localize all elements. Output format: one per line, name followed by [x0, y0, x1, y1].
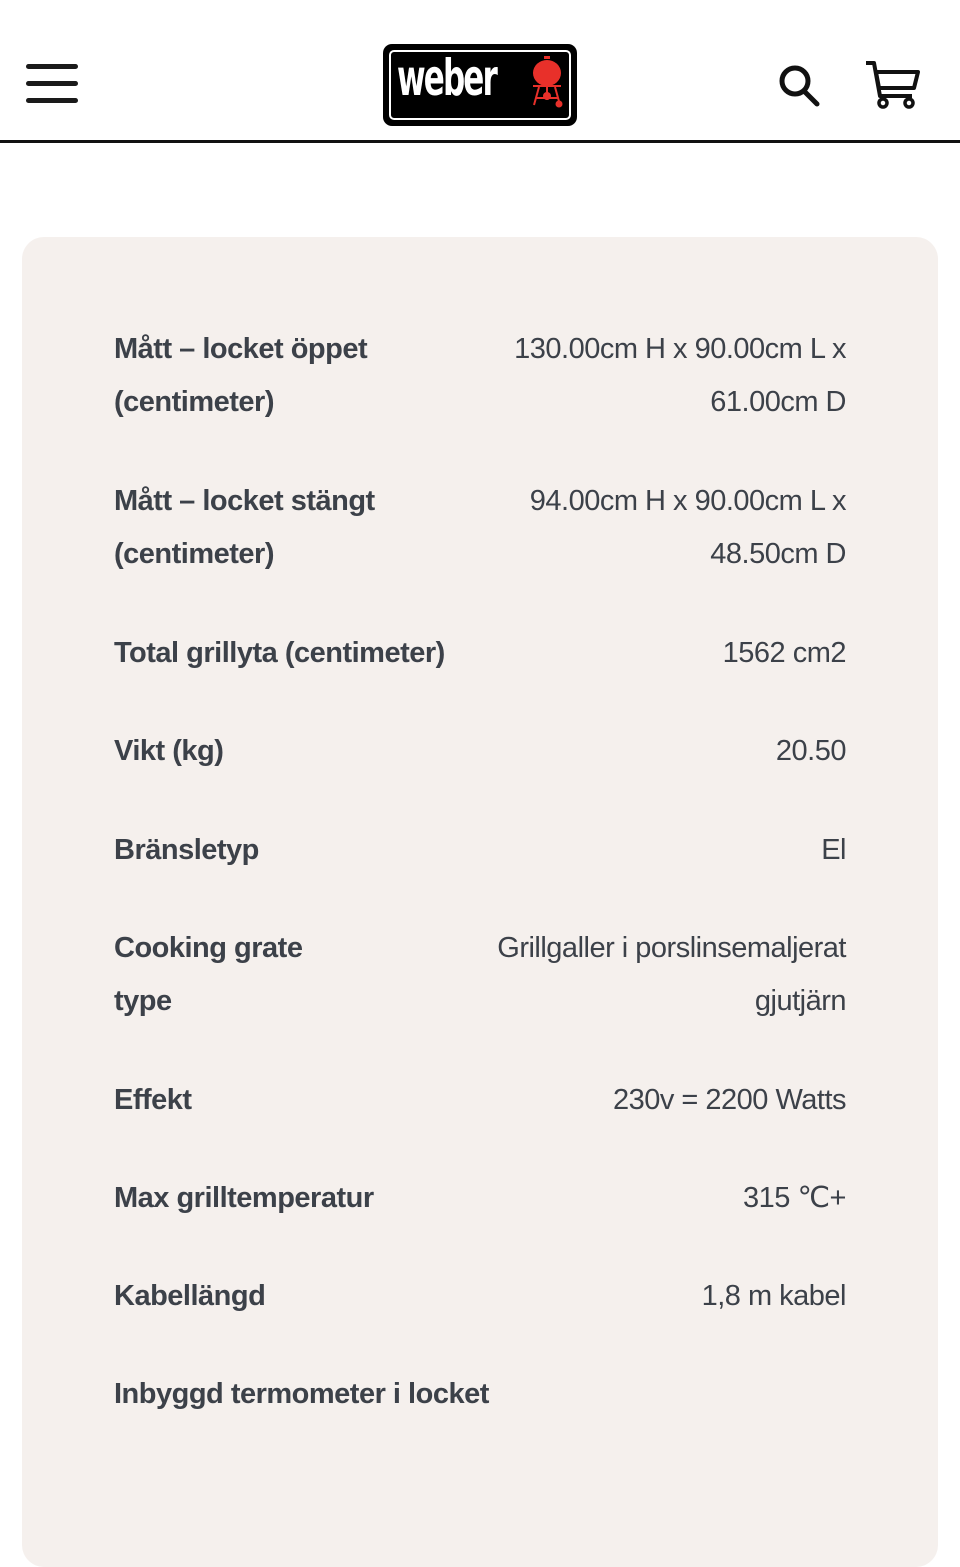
spec-value: 94.00cm H x 90.00cm L x 48.50cm D [529, 485, 846, 570]
spec-label: Mått – locket öppet (centimeter) [114, 333, 368, 418]
spec-label: Kabellängd [114, 1280, 266, 1312]
hamburger-menu-button[interactable] [26, 62, 78, 106]
spec-label: Total grillyta (centimeter) [114, 637, 445, 669]
search-icon [776, 62, 824, 108]
spec-label: Effekt [114, 1084, 192, 1116]
shopping-cart-icon [864, 58, 922, 110]
spec-row [114, 627, 846, 680]
kettle-grill-icon [529, 56, 565, 108]
spec-label: Cooking grate type [114, 932, 303, 1017]
spec-value: 20.50 [775, 735, 846, 767]
weber-logo[interactable] [383, 44, 577, 126]
spec-row [114, 1368, 846, 1421]
menu-bar [26, 81, 78, 86]
menu-bar [26, 64, 78, 69]
specifications-card [22, 237, 938, 1567]
site-header [0, 0, 960, 143]
spec-label: Vikt (kg) [114, 735, 224, 767]
spec-row [114, 323, 846, 429]
spec-value: Grillgaller i porslinsemaljerat gjutjärn [497, 932, 846, 1017]
spec-label: Inbyggd termometer i locket [114, 1378, 489, 1410]
specifications-list [114, 323, 846, 1421]
spec-row [114, 1270, 846, 1323]
spec-row [114, 824, 846, 877]
spec-label: Mått – locket stängt (centimeter) [114, 485, 375, 570]
spec-row [114, 1074, 846, 1127]
spec-value: 130.00cm H x 90.00cm L x 61.00cm D [514, 333, 846, 418]
spec-row [114, 1172, 846, 1225]
search-button[interactable] [776, 62, 824, 108]
spec-row [114, 475, 846, 581]
spec-value: 315 ℃+ [743, 1182, 846, 1214]
spec-value: 1,8 m kabel [701, 1280, 846, 1312]
spec-value: 230v = 2200 Watts [612, 1084, 846, 1116]
spec-value: El [821, 834, 846, 866]
spec-row [114, 922, 846, 1028]
cart-button[interactable] [864, 58, 922, 110]
spec-value: 1562 cm2 [722, 637, 846, 669]
logo-wordmark: weber [397, 49, 496, 107]
menu-bar [26, 98, 78, 103]
spec-label: Max grilltemperatur [114, 1182, 374, 1214]
spec-label: Bränsletyp [114, 834, 259, 866]
spec-row [114, 725, 846, 778]
